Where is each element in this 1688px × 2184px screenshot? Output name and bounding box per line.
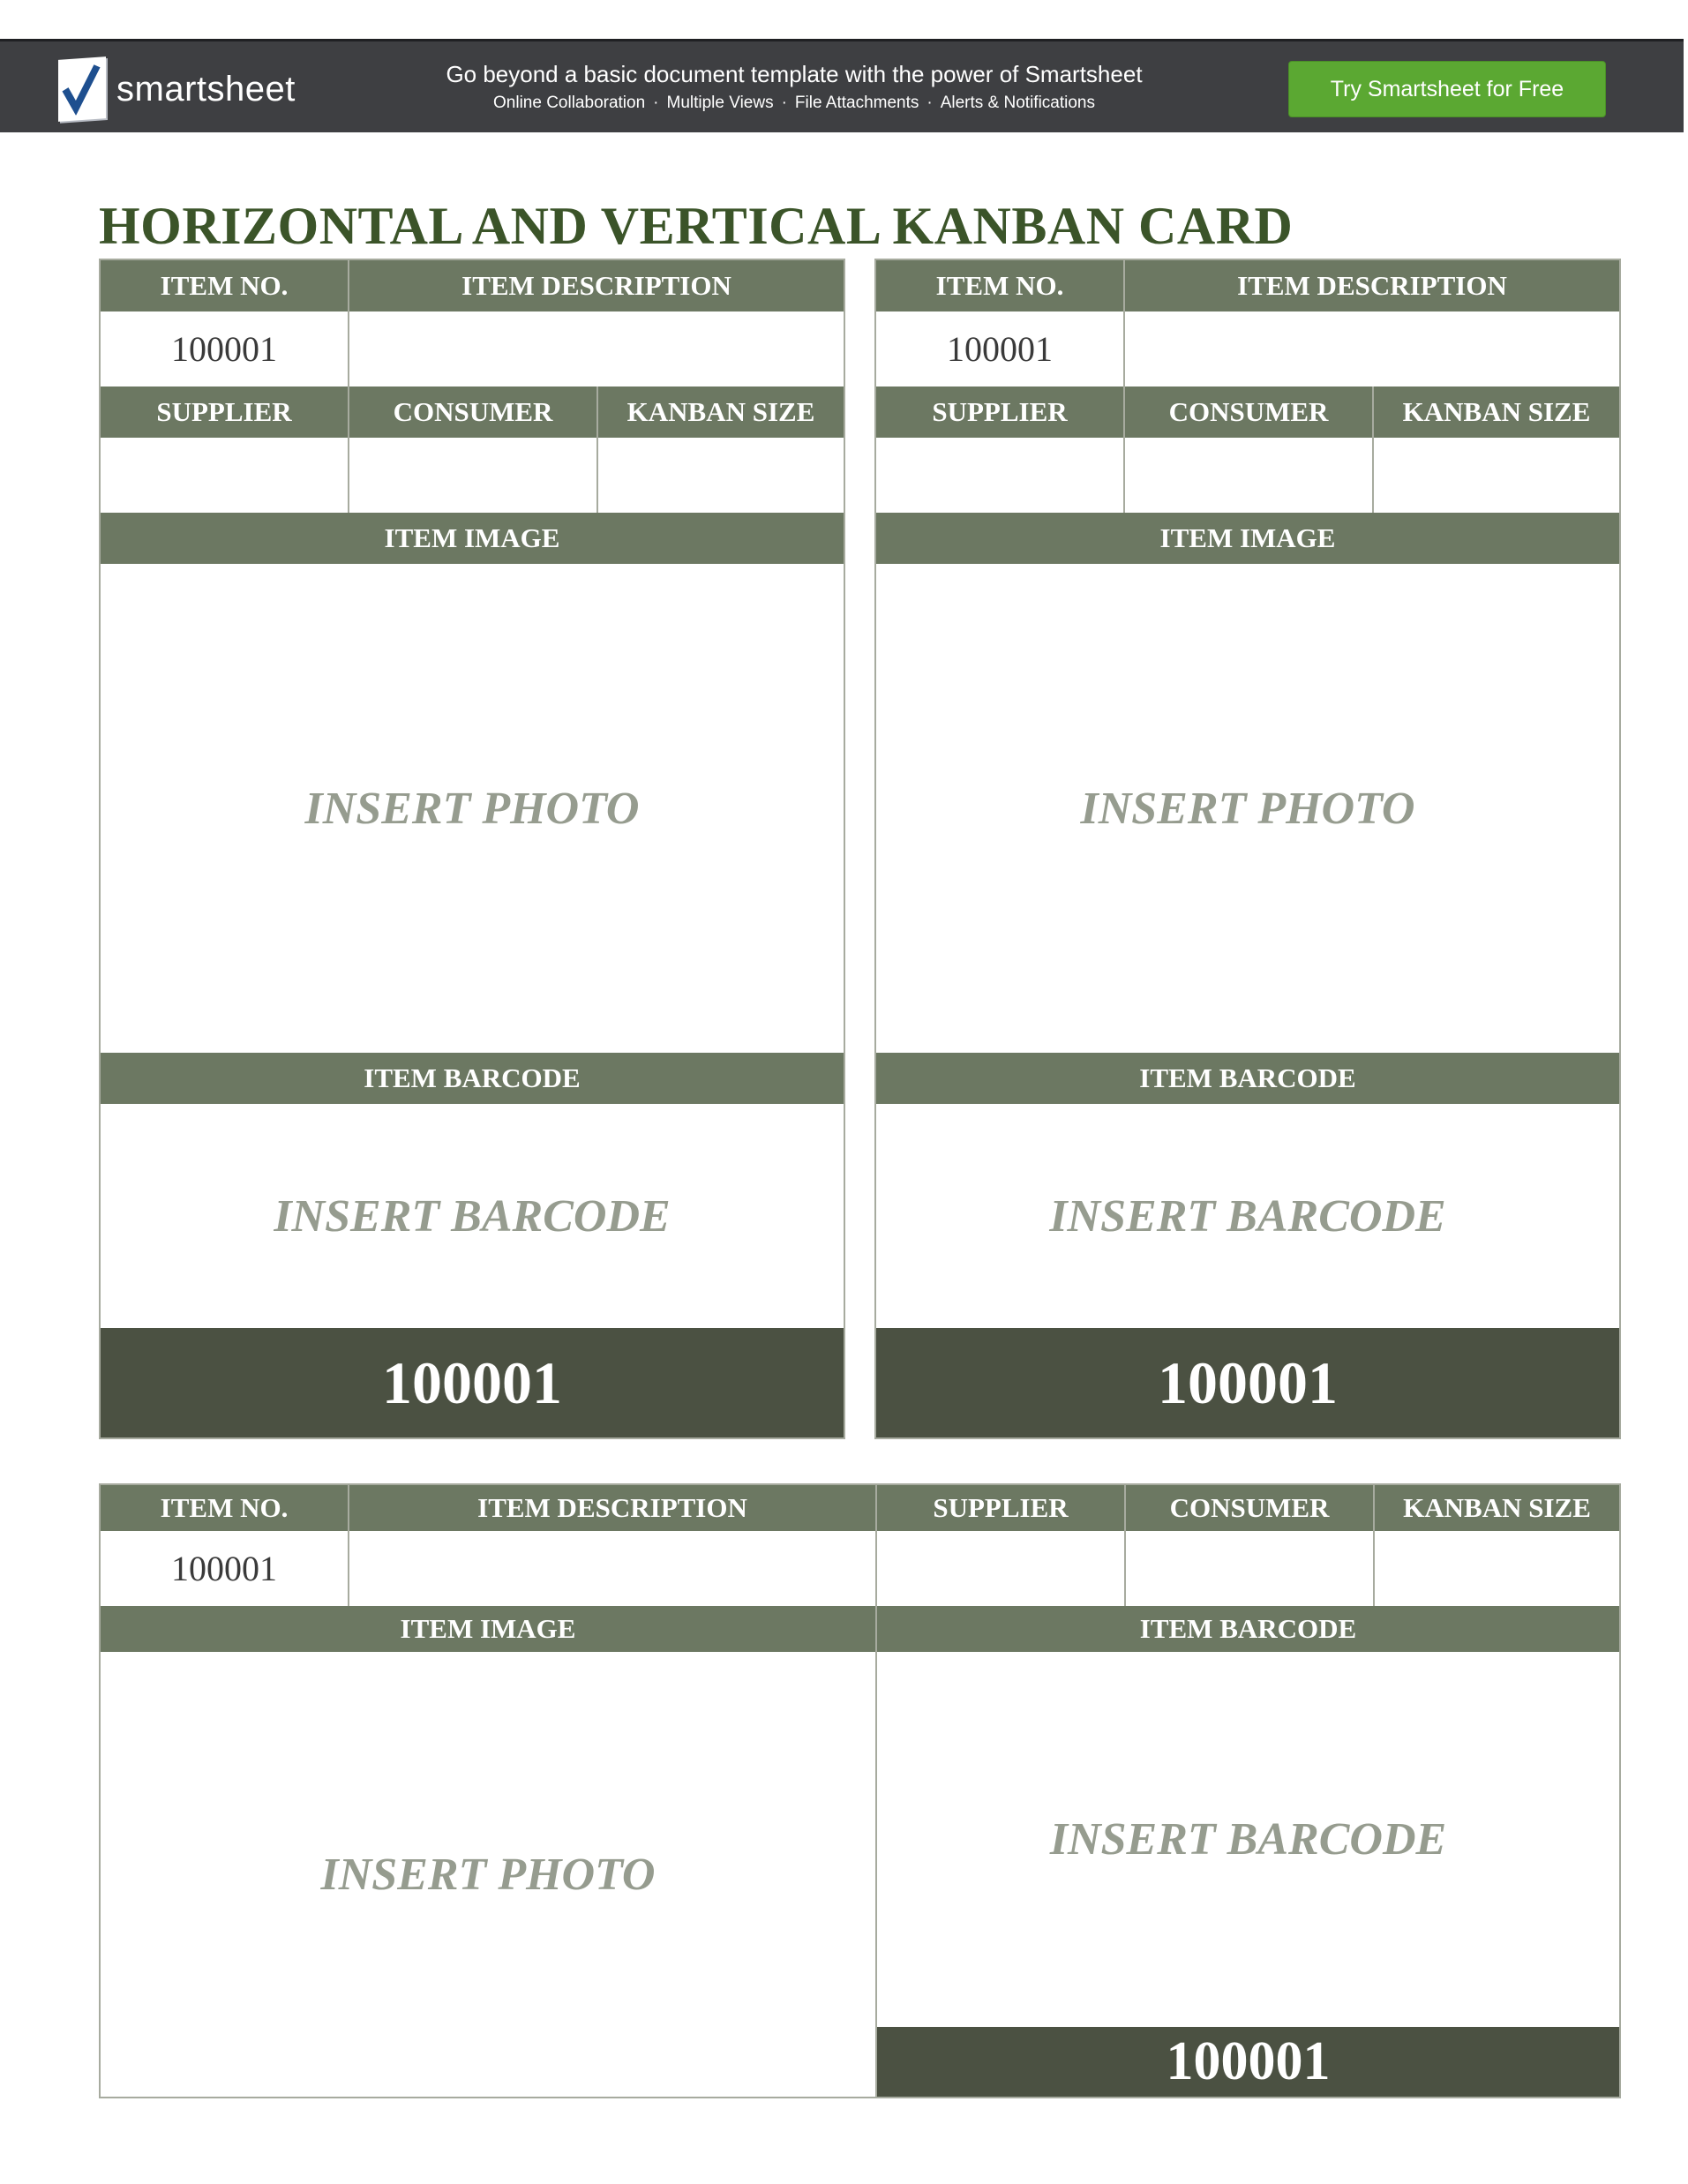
insert-barcode-placeholder[interactable]: INSERT BARCODE <box>1049 1190 1446 1242</box>
feature-item: Online Collaboration <box>493 94 646 112</box>
banner-message <box>353 59 1235 116</box>
header-item-description: ITEM DESCRIPTION <box>1125 260 1619 311</box>
promo-banner <box>0 39 1684 132</box>
header-item-description: ITEM DESCRIPTION <box>349 260 844 311</box>
insert-barcode-placeholder[interactable]: INSERT BARCODE <box>1049 1814 1447 1865</box>
header-item-image: ITEM IMAGE <box>101 513 844 564</box>
card-footer-number: 100001 <box>877 2027 1619 2097</box>
item-no-value[interactable]: 100001 <box>101 1531 349 1606</box>
kanban-size-value[interactable] <box>1375 1531 1619 1606</box>
header-item-no: ITEM NO. <box>101 260 349 311</box>
banner-features <box>353 91 1235 116</box>
kanban-card-vertical-right <box>874 259 1621 1439</box>
banner-headline: Go beyond a basic document template with the power of Smartsheet <box>446 61 1143 87</box>
item-description-value[interactable] <box>349 1531 877 1606</box>
feature-item: File Attachments <box>794 94 919 112</box>
header-consumer: CONSUMER <box>1126 1485 1375 1531</box>
header-consumer: CONSUMER <box>1125 387 1374 438</box>
feature-separator: · <box>927 94 933 112</box>
header-item-no: ITEM NO. <box>876 260 1125 311</box>
header-kanban-size: KANBAN SIZE <box>598 387 844 438</box>
insert-photo-placeholder[interactable]: INSERT PHOTO <box>320 1849 656 1900</box>
header-kanban-size: KANBAN SIZE <box>1374 387 1619 438</box>
header-item-description: ITEM DESCRIPTION <box>349 1485 877 1531</box>
feature-separator: · <box>653 94 659 112</box>
header-item-barcode: ITEM BARCODE <box>877 1606 1619 1652</box>
kanban-card-vertical-left <box>99 259 845 1439</box>
kanban-size-value[interactable] <box>1374 438 1619 513</box>
feature-item: Alerts & Notifications <box>940 94 1095 112</box>
insert-barcode-placeholder[interactable]: INSERT BARCODE <box>274 1190 671 1242</box>
item-no-value[interactable]: 100001 <box>101 311 349 387</box>
insert-photo-placeholder[interactable]: INSERT PHOTO <box>1080 783 1415 834</box>
header-kanban-size: KANBAN SIZE <box>1375 1485 1619 1531</box>
card-footer-number: 100001 <box>101 1328 844 1437</box>
feature-separator: · <box>781 94 787 112</box>
supplier-value[interactable] <box>876 438 1125 513</box>
smartsheet-logo[interactable] <box>58 57 296 121</box>
item-no-value[interactable]: 100001 <box>876 311 1125 387</box>
supplier-value[interactable] <box>877 1531 1126 1606</box>
checkmark-icon <box>58 56 106 122</box>
header-item-image: ITEM IMAGE <box>101 1606 877 1652</box>
header-supplier: SUPPLIER <box>877 1485 1126 1531</box>
header-item-no: ITEM NO. <box>101 1485 349 1531</box>
supplier-value[interactable] <box>101 438 349 513</box>
feature-item: Multiple Views <box>666 94 774 112</box>
consumer-value[interactable] <box>349 438 598 513</box>
header-item-barcode: ITEM BARCODE <box>101 1053 844 1104</box>
page-title: HORIZONTAL AND VERTICAL KANBAN CARD <box>99 197 1294 255</box>
logo-text: smartsheet <box>116 69 296 109</box>
item-description-value[interactable] <box>1125 311 1619 387</box>
header-supplier: SUPPLIER <box>876 387 1125 438</box>
header-item-barcode: ITEM BARCODE <box>876 1053 1619 1104</box>
header-item-image: ITEM IMAGE <box>876 513 1619 564</box>
card-footer-number: 100001 <box>876 1328 1619 1437</box>
header-supplier: SUPPLIER <box>101 387 349 438</box>
kanban-card-horizontal <box>99 1483 1621 2098</box>
item-description-value[interactable] <box>349 311 844 387</box>
insert-photo-placeholder[interactable]: INSERT PHOTO <box>304 783 640 834</box>
kanban-size-value[interactable] <box>598 438 844 513</box>
try-smartsheet-button[interactable]: Try Smartsheet for Free <box>1288 61 1606 117</box>
header-consumer: CONSUMER <box>349 387 598 438</box>
consumer-value[interactable] <box>1126 1531 1375 1606</box>
consumer-value[interactable] <box>1125 438 1374 513</box>
